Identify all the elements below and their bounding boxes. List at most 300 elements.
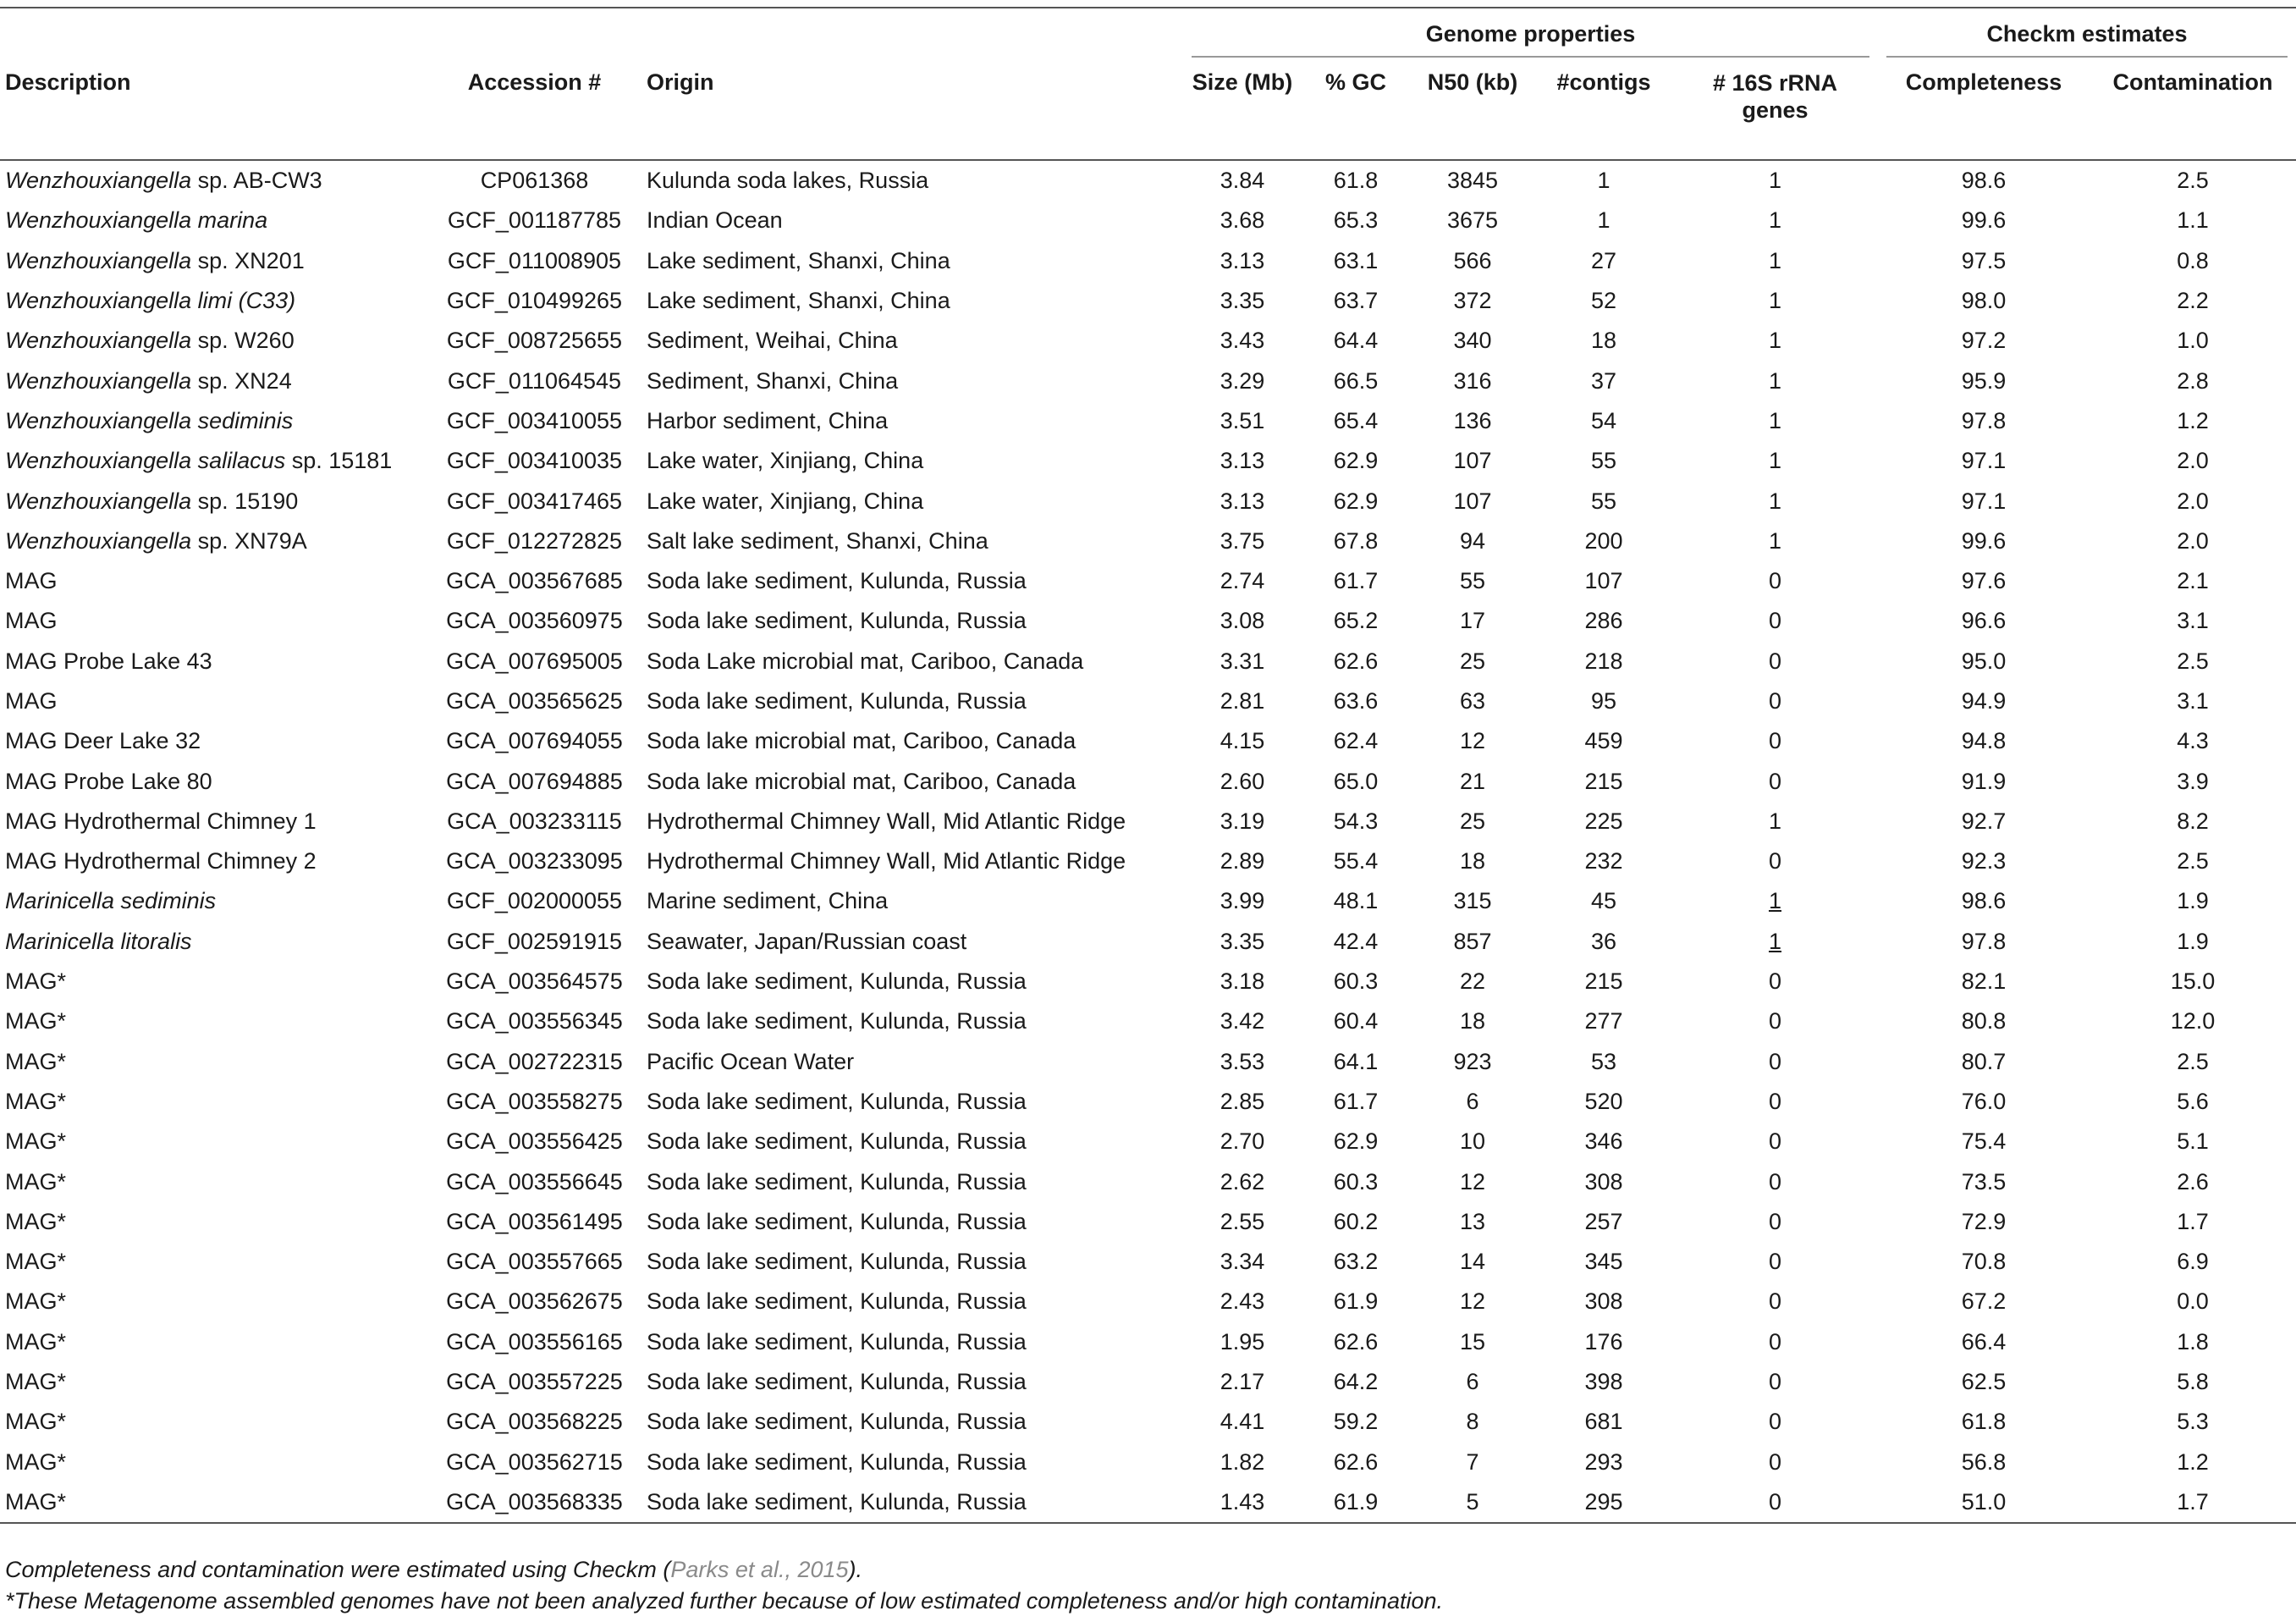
cell-contigs	[1535, 681, 1672, 721]
cell-completeness-value: 82.1	[1961, 968, 2007, 995]
cell-accession	[427, 1282, 641, 1321]
cell-contigs	[1535, 161, 1672, 201]
cell-completeness	[1878, 601, 2090, 641]
cell-contigs-value: 520	[1584, 1088, 1623, 1114]
cell-origin-value: Soda lake sediment, Kulunda, Russia	[647, 1168, 1027, 1194]
cell-origin-value: Lake sediment, Shanxi, China	[647, 247, 950, 273]
cell-origin-value: Soda Lake microbial mat, Cariboo, Canada	[647, 648, 1084, 674]
description-text: MAG Probe Lake 43	[5, 648, 212, 674]
cell-contigs-value: 225	[1584, 808, 1623, 834]
cell-size-value: 2.74	[1220, 568, 1265, 594]
cell-n50-value: 6	[1466, 1088, 1479, 1114]
description-text: sp. XN201	[191, 247, 305, 273]
cell-contamination-value: 2.1	[2177, 568, 2209, 594]
cell-n50-value: 107	[1453, 448, 1492, 474]
cell-size	[1183, 642, 1302, 681]
cell-accession	[427, 201, 641, 240]
cell-16s-rrna-value: 0	[1768, 608, 1782, 634]
cell-contigs-value: 257	[1584, 1208, 1623, 1234]
cell-origin-value: Soda lake sediment, Kulunda, Russia	[647, 1409, 1027, 1435]
cell-origin-value: Indian Ocean	[647, 207, 783, 234]
cell-n50-value: 18	[1459, 1008, 1486, 1034]
cell-contigs-value: 45	[1590, 888, 1617, 914]
description-text: MAG Hydrothermal Chimney 2	[5, 848, 317, 874]
cell-completeness	[1878, 1362, 2090, 1402]
cell-16s-rrna	[1672, 1202, 1878, 1242]
cell-accession	[427, 441, 641, 481]
cell-contigs-value: 215	[1584, 968, 1623, 995]
col-header-contigs: #contigs	[1556, 69, 1651, 95]
cell-gc-value: 62.9	[1333, 448, 1379, 474]
cell-completeness-value: 94.9	[1961, 688, 2007, 714]
species-name-italic: Wenzhouxiangella limi (C33)	[5, 288, 296, 314]
cell-contamination	[2090, 1282, 2296, 1321]
cell-description	[0, 1122, 427, 1161]
cell-completeness-value: 97.8	[1961, 407, 2007, 433]
cell-contamination	[2090, 1362, 2296, 1402]
description-text: MAG*	[5, 1168, 67, 1194]
cell-16s-rrna	[1672, 1042, 1878, 1082]
cell-16s-rrna	[1672, 561, 1878, 601]
cell-16s-rrna	[1672, 601, 1878, 641]
cell-gc-value: 54.3	[1333, 808, 1379, 834]
cell-description	[0, 681, 427, 721]
cell-contigs	[1535, 1042, 1672, 1082]
cell-n50-value: 3675	[1446, 207, 1499, 234]
cell-contigs	[1535, 841, 1672, 881]
cell-size	[1183, 561, 1302, 601]
description-text: sp. W260	[191, 328, 295, 354]
cell-n50-value: 12	[1459, 1168, 1486, 1194]
description-text: MAG Deer Lake 32	[5, 728, 201, 754]
col-header-16s: # 16S rRNA genes	[1712, 70, 1838, 124]
table-row	[0, 1322, 2296, 1362]
cell-origin	[641, 841, 1183, 881]
cell-gc-value: 60.4	[1333, 1008, 1379, 1034]
cell-origin	[641, 1482, 1183, 1523]
cell-n50	[1410, 441, 1535, 481]
cell-gc-value: 60.3	[1333, 1168, 1379, 1194]
cell-contamination	[2090, 1322, 2296, 1362]
cell-16s-rrna	[1672, 881, 1878, 921]
table-row	[0, 962, 2296, 1001]
cell-size	[1183, 1242, 1302, 1282]
cell-gc	[1302, 881, 1410, 921]
cell-completeness	[1878, 1042, 2090, 1082]
cell-completeness-value: 92.7	[1961, 808, 2007, 834]
cell-gc-value: 66.5	[1333, 367, 1379, 394]
cell-size	[1183, 1282, 1302, 1321]
cell-accession	[427, 361, 641, 400]
cell-16s-rrna-value: 0	[1768, 1249, 1782, 1275]
cell-origin-value: Soda lake microbial mat, Cariboo, Canada	[647, 728, 1076, 754]
cell-gc-value: 55.4	[1333, 848, 1379, 874]
cell-gc-value: 62.6	[1333, 1448, 1379, 1475]
cell-contamination	[2090, 642, 2296, 681]
table-row	[0, 1362, 2296, 1402]
cell-description	[0, 962, 427, 1001]
cell-size	[1183, 1443, 1302, 1482]
cell-size	[1183, 401, 1302, 441]
cell-origin	[641, 1001, 1183, 1041]
cell-accession	[427, 642, 641, 681]
cell-gc-value: 63.7	[1333, 288, 1379, 314]
cell-gc	[1302, 721, 1410, 761]
cell-accession	[427, 481, 641, 521]
cell-origin	[641, 1443, 1183, 1482]
cell-accession-value: CP061368	[480, 168, 589, 194]
cell-origin	[641, 161, 1183, 201]
cell-n50-value: 5	[1466, 1488, 1479, 1514]
cell-completeness	[1878, 802, 2090, 841]
cell-completeness-value: 96.6	[1961, 608, 2007, 634]
cell-contamination-value: 1.9	[2177, 888, 2209, 914]
cell-n50	[1410, 1362, 1535, 1402]
genome-table	[0, 7, 2296, 1524]
cell-origin	[641, 281, 1183, 321]
cell-completeness-value: 98.6	[1961, 168, 2007, 194]
cell-16s-rrna-value: 1	[1768, 808, 1782, 834]
cell-gc	[1302, 761, 1410, 801]
cell-gc	[1302, 1202, 1410, 1242]
table-row	[0, 601, 2296, 641]
cell-description	[0, 1362, 427, 1402]
table-row	[0, 642, 2296, 681]
cell-completeness-value: 51.0	[1961, 1488, 2007, 1514]
cell-contamination-value: 2.5	[2177, 848, 2209, 874]
cell-accession	[427, 1001, 641, 1041]
cell-n50-value: 10	[1459, 1128, 1486, 1155]
cell-contigs-value: 308	[1584, 1288, 1623, 1315]
checkm-estimates-header: Checkm estimates	[1878, 8, 2296, 69]
cell-size-value: 3.35	[1220, 288, 1265, 314]
cell-gc-value: 62.6	[1333, 1328, 1379, 1354]
cell-size-value: 1.82	[1220, 1448, 1265, 1475]
cell-contamination-value: 1.0	[2177, 328, 2209, 354]
cell-completeness	[1878, 481, 2090, 521]
cell-size-value: 3.51	[1220, 407, 1265, 433]
cell-gc-value: 65.2	[1333, 608, 1379, 634]
table-row	[0, 1042, 2296, 1082]
table-row	[0, 441, 2296, 481]
cell-contigs-value: 1	[1597, 207, 1611, 234]
cell-description	[0, 321, 427, 361]
cell-n50	[1410, 922, 1535, 962]
cell-accession	[427, 1322, 641, 1362]
cell-contigs-value: 55	[1590, 448, 1617, 474]
cell-accession-value: GCF_002591915	[446, 928, 623, 954]
cell-contamination	[2090, 1122, 2296, 1161]
cell-accession-value: GCA_003562675	[446, 1288, 623, 1315]
cell-completeness	[1878, 281, 2090, 321]
cell-description	[0, 1042, 427, 1082]
table-row	[0, 281, 2296, 321]
cell-accession-value: GCA_002722315	[446, 1048, 623, 1074]
cell-n50	[1410, 201, 1535, 240]
cell-16s-rrna	[1672, 922, 1878, 962]
description-text: sp. XN24	[191, 367, 292, 394]
cell-contamination	[2090, 1242, 2296, 1282]
col-header-size: Size (Mb)	[1192, 69, 1293, 95]
cell-contamination	[2090, 1402, 2296, 1442]
cell-description	[0, 1082, 427, 1122]
description-text: sp. AB-CW3	[191, 168, 322, 194]
cell-gc	[1302, 1282, 1410, 1321]
cell-size-value: 2.60	[1220, 768, 1265, 794]
cell-contamination	[2090, 962, 2296, 1001]
cell-n50-value: 21	[1459, 768, 1486, 794]
species-name-italic: Wenzhouxiangella sediminis	[5, 407, 294, 433]
cell-origin-value: Soda lake sediment, Kulunda, Russia	[647, 1369, 1027, 1395]
cell-accession-value: GCA_007694055	[446, 728, 623, 754]
cell-origin	[641, 642, 1183, 681]
cell-16s-rrna-value: 1	[1768, 168, 1782, 194]
description-text: MAG*	[5, 1448, 67, 1475]
cell-accession	[427, 1202, 641, 1242]
cell-contamination	[2090, 561, 2296, 601]
cell-size	[1183, 681, 1302, 721]
cell-origin-value: Soda lake sediment, Kulunda, Russia	[647, 1128, 1027, 1155]
cell-contigs-value: 232	[1584, 848, 1623, 874]
description-text: MAG*	[5, 1008, 67, 1034]
cell-completeness	[1878, 1082, 2090, 1122]
cell-contigs	[1535, 922, 1672, 962]
cell-completeness-value: 97.1	[1961, 488, 2007, 514]
cell-size-value: 2.55	[1220, 1208, 1265, 1234]
cell-contigs	[1535, 962, 1672, 1001]
cell-accession-value: GCA_003568335	[446, 1488, 623, 1514]
cell-size	[1183, 881, 1302, 921]
cell-accession-value: GCA_003233115	[447, 808, 622, 834]
citation-link[interactable]: Parks et al., 2015	[670, 1557, 849, 1582]
cell-n50	[1410, 481, 1535, 521]
cell-n50-value: 12	[1459, 1288, 1486, 1315]
cell-n50-value: 12	[1459, 728, 1486, 754]
cell-accession-value: GCA_003565625	[446, 688, 623, 714]
cell-n50-value: 17	[1459, 608, 1486, 634]
cell-contigs	[1535, 1443, 1672, 1482]
cell-accession	[427, 1482, 641, 1523]
cell-size-value: 1.95	[1220, 1328, 1265, 1354]
cell-contigs	[1535, 1122, 1672, 1161]
cell-completeness	[1878, 321, 2090, 361]
cell-16s-rrna-value: 0	[1768, 968, 1782, 995]
description-text: MAG	[5, 568, 58, 594]
cell-completeness	[1878, 962, 2090, 1001]
table-row	[0, 1482, 2296, 1523]
cell-accession	[427, 241, 641, 281]
cell-origin-value: Hydrothermal Chimney Wall, Mid Atlantic Ridge	[647, 808, 1126, 834]
cell-16s-rrna-value: 1	[1768, 328, 1782, 354]
description-text: MAG*	[5, 968, 67, 995]
cell-contamination	[2090, 1042, 2296, 1082]
cell-size	[1183, 361, 1302, 400]
cell-16s-rrna	[1672, 361, 1878, 400]
cell-completeness	[1878, 681, 2090, 721]
cell-gc	[1302, 281, 1410, 321]
cell-contamination-value: 1.7	[2177, 1488, 2209, 1514]
cell-accession-value: GCA_003564575	[446, 968, 623, 995]
cell-completeness	[1878, 401, 2090, 441]
cell-gc	[1302, 1322, 1410, 1362]
cell-accession	[427, 841, 641, 881]
cell-size-value: 3.29	[1220, 367, 1265, 394]
cell-accession	[427, 881, 641, 921]
cell-size-value: 3.75	[1220, 527, 1265, 554]
cell-accession-value: GCA_003556345	[446, 1008, 623, 1034]
cell-size	[1183, 802, 1302, 841]
cell-16s-rrna	[1672, 201, 1878, 240]
species-name-italic: Wenzhouxiangella marina	[5, 207, 268, 234]
cell-accession	[427, 1443, 641, 1482]
cell-n50	[1410, 1443, 1535, 1482]
cell-n50	[1410, 1202, 1535, 1242]
cell-contamination	[2090, 161, 2296, 201]
description-text: MAG*	[5, 1249, 67, 1275]
cell-16s-rrna	[1672, 1282, 1878, 1321]
table-row	[0, 1202, 2296, 1242]
cell-size	[1183, 601, 1302, 641]
cell-size-value: 4.15	[1220, 728, 1265, 754]
cell-16s-rrna	[1672, 521, 1878, 561]
cell-size-value: 3.43	[1220, 328, 1265, 354]
cell-n50	[1410, 321, 1535, 361]
cell-origin-value: Soda lake sediment, Kulunda, Russia	[647, 968, 1027, 995]
cell-gc-value: 62.9	[1333, 488, 1379, 514]
cell-contamination	[2090, 441, 2296, 481]
cell-contigs	[1535, 1082, 1672, 1122]
cell-accession	[427, 761, 641, 801]
description-text: sp. XN79A	[191, 527, 307, 554]
cell-completeness-value: 99.6	[1961, 207, 2007, 234]
cell-completeness	[1878, 201, 2090, 240]
cell-gc-value: 65.3	[1333, 207, 1379, 234]
cell-gc	[1302, 962, 1410, 1001]
species-name-italic: Wenzhouxiangella	[5, 367, 192, 394]
description-text: MAG Probe Lake 80	[5, 768, 212, 794]
cell-accession	[427, 601, 641, 641]
cell-contamination	[2090, 361, 2296, 400]
table-row	[0, 161, 2296, 201]
cell-description	[0, 201, 427, 240]
cell-size	[1183, 962, 1302, 1001]
cell-size	[1183, 481, 1302, 521]
cell-origin-value: Soda lake sediment, Kulunda, Russia	[647, 688, 1027, 714]
cell-16s-rrna	[1672, 401, 1878, 441]
cell-completeness	[1878, 881, 2090, 921]
cell-gc-value: 62.4	[1333, 728, 1379, 754]
cell-n50-value: 7	[1466, 1448, 1479, 1475]
cell-contigs	[1535, 761, 1672, 801]
cell-description	[0, 601, 427, 641]
cell-contamination-value: 1.7	[2177, 1208, 2209, 1234]
cell-contamination-value: 8.2	[2177, 808, 2209, 834]
species-name-italic: Wenzhouxiangella	[5, 328, 192, 354]
description-text: MAG*	[5, 1369, 67, 1395]
cell-16s-rrna-value: 0	[1768, 648, 1782, 674]
cell-n50	[1410, 802, 1535, 841]
cell-completeness-value: 75.4	[1961, 1128, 2007, 1155]
cell-accession	[427, 922, 641, 962]
cell-contamination-value: 1.1	[2177, 207, 2209, 234]
cell-n50	[1410, 241, 1535, 281]
cell-accession-value: GCF_008725655	[446, 328, 623, 354]
cell-contamination	[2090, 321, 2296, 361]
cell-n50	[1410, 601, 1535, 641]
cell-gc-value: 42.4	[1333, 928, 1379, 954]
cell-completeness-value: 92.3	[1961, 848, 2007, 874]
col-header-origin: Origin	[647, 69, 714, 95]
cell-contamination-value: 2.0	[2177, 488, 2209, 514]
cell-n50	[1410, 1282, 1535, 1321]
cell-16s-rrna-value: 0	[1768, 1048, 1782, 1074]
cell-completeness-value: 80.8	[1961, 1008, 2007, 1034]
cell-contamination	[2090, 1202, 2296, 1242]
cell-n50-value: 8	[1466, 1409, 1479, 1435]
cell-origin-value: Hydrothermal Chimney Wall, Mid Atlantic Ridge	[647, 848, 1126, 874]
cell-completeness	[1878, 721, 2090, 761]
column-header-row	[0, 69, 2296, 160]
cell-origin-value: Soda lake sediment, Kulunda, Russia	[647, 1448, 1027, 1475]
species-name-italic: Marinicella litoralis	[5, 928, 192, 954]
cell-origin-value: Soda lake sediment, Kulunda, Russia	[647, 1328, 1027, 1354]
cell-description	[0, 281, 427, 321]
cell-size	[1183, 922, 1302, 962]
cell-n50	[1410, 1161, 1535, 1201]
cell-completeness	[1878, 1161, 2090, 1201]
cell-contigs	[1535, 361, 1672, 400]
cell-accession-value: GCA_003233095	[446, 848, 623, 874]
cell-origin-value: Soda lake sediment, Kulunda, Russia	[647, 1208, 1027, 1234]
cell-completeness-value: 72.9	[1961, 1208, 2007, 1234]
cell-completeness-value: 99.6	[1961, 527, 2007, 554]
cell-description	[0, 361, 427, 400]
cell-n50-value: 25	[1459, 808, 1486, 834]
cell-size-value: 3.31	[1220, 648, 1265, 674]
cell-completeness-value: 97.6	[1961, 568, 2007, 594]
cell-size	[1183, 1122, 1302, 1161]
cell-contamination	[2090, 721, 2296, 761]
cell-size-value: 3.99	[1220, 888, 1265, 914]
cell-origin	[641, 1322, 1183, 1362]
cell-16s-rrna-value: 1	[1768, 527, 1782, 554]
cell-size-value: 3.13	[1220, 448, 1265, 474]
cell-size	[1183, 1322, 1302, 1362]
cell-n50-value: 14	[1459, 1249, 1486, 1275]
cell-contamination-value: 2.0	[2177, 527, 2209, 554]
cell-contigs	[1535, 481, 1672, 521]
cell-n50-value: 107	[1453, 488, 1492, 514]
cell-description	[0, 1202, 427, 1242]
cell-gc	[1302, 241, 1410, 281]
cell-size-value: 3.34	[1220, 1249, 1265, 1275]
cell-accession	[427, 1161, 641, 1201]
cell-accession-value: GCA_003556165	[446, 1328, 623, 1354]
cell-gc	[1302, 1242, 1410, 1282]
cell-contamination	[2090, 841, 2296, 881]
cell-n50-value: 340	[1453, 328, 1492, 354]
cell-n50	[1410, 561, 1535, 601]
cell-origin	[641, 1202, 1183, 1242]
cell-contigs-value: 95	[1590, 688, 1617, 714]
cell-accession-value: GCF_012272825	[446, 527, 623, 554]
cell-size-value: 3.18	[1220, 968, 1265, 995]
cell-size	[1183, 1042, 1302, 1082]
table-row	[0, 881, 2296, 921]
species-name-italic: Marinicella sediminis	[5, 888, 217, 914]
cell-contigs	[1535, 401, 1672, 441]
cell-accession-value: GCF_003417465	[446, 488, 623, 514]
